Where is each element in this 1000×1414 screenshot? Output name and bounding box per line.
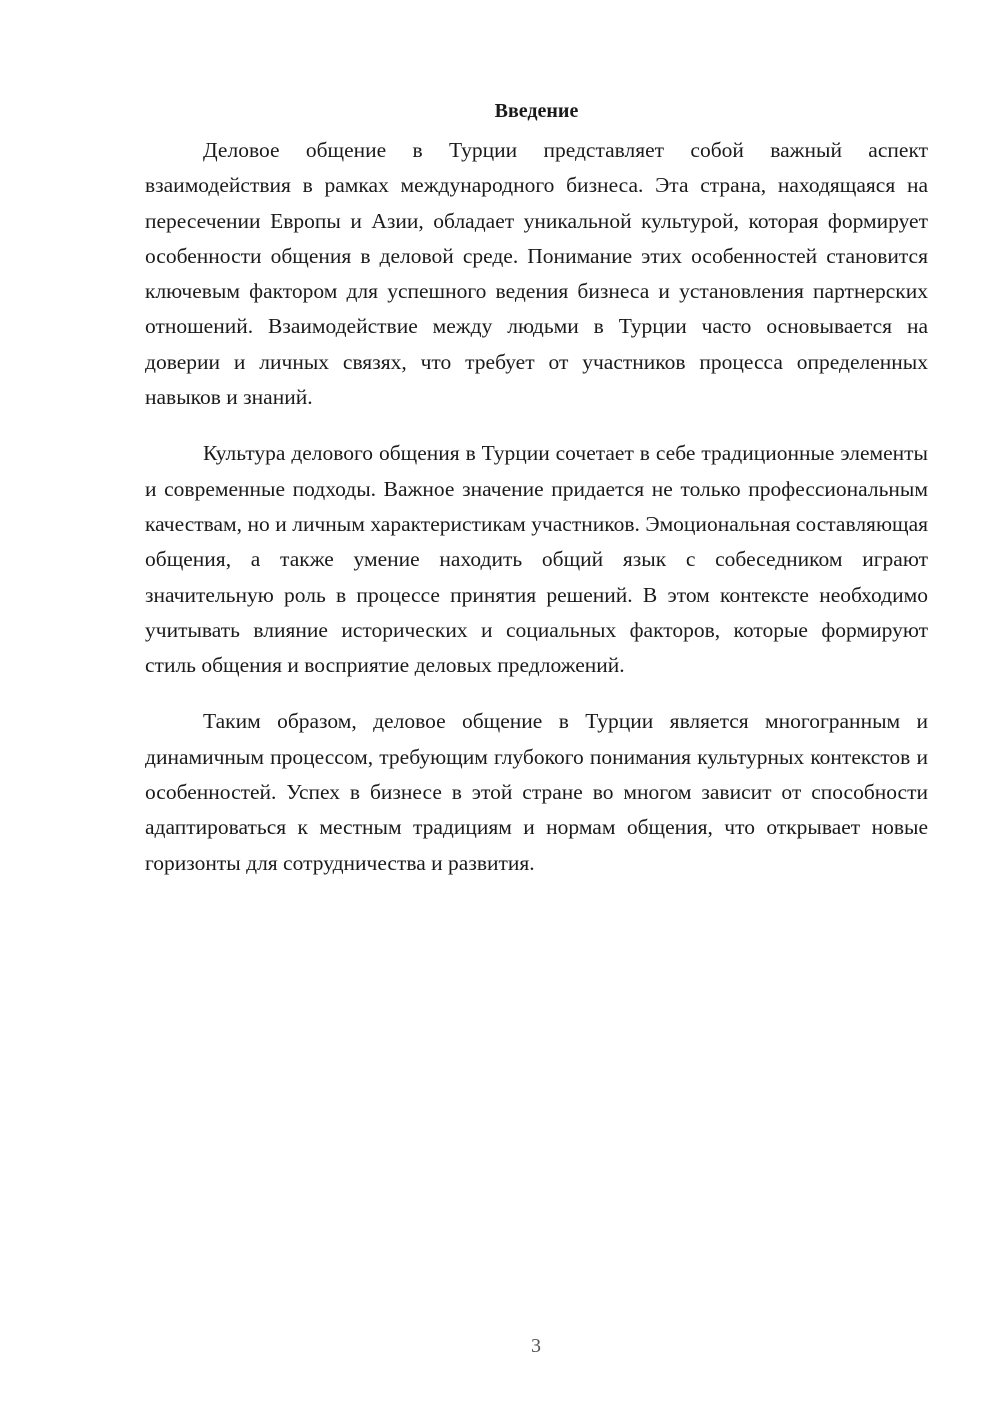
document-body xyxy=(145,97,928,902)
paragraph-3: Таким образом, деловое общение в Турции является многогранным и динамичным процессом, требующим глубокого понимания культурных контекстов и особенностей. Успех в бизнесе в этой стране во многом зависит от способности адаптироваться к местным традициям и нормам общения, что открывает новые горизонты для сотрудничества и развития. xyxy=(145,709,928,875)
section-title: Введение xyxy=(494,100,579,122)
paragraph-2: Культура делового общения в Турции сочетает в себе традиционные элементы и современные подходы. Важное значение придается не только профессиональным качествам, но и личным характеристикам участников. Эмоциональная составляющая общения, а также умение находить общий язык с собеседником играют значительную роль в процессе принятия решений. В этом контексте необходимо учитывать влияние исторических и социальных факторов, которые формируют стиль общения и восприятие деловых предложений. xyxy=(145,441,928,678)
paragraph-1: Деловое общение в Турции представляет собой важный аспект взаимодействия в рамках международного бизнеса. Эта страна, находящаяся на пересечении Европы и Азии, обладает уникальной культурой, которая формирует особенности общения в деловой среде. Понимание этих особенностей становится ключевым фактором для успешного ведения бизнеса и установления партнерских отношений. Взаимодействие между людьми в Турции часто основывается на доверии и личных связях, что требует от участников процесса определенных навыков и знаний. xyxy=(145,138,928,410)
page-number: 3 xyxy=(531,1335,541,1357)
